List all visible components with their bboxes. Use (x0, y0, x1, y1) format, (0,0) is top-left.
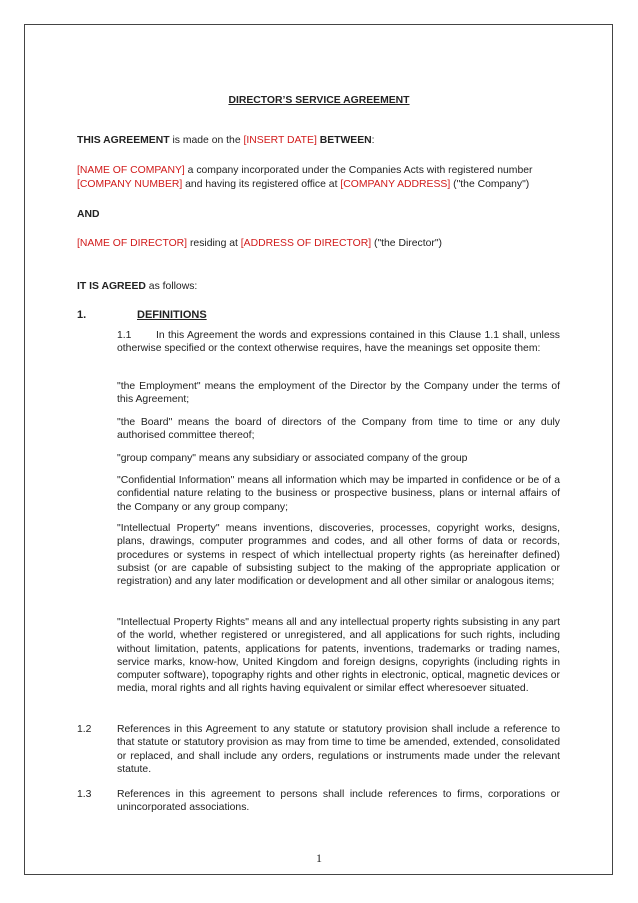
residing-at-text: residing at (187, 238, 241, 249)
clause-1-1-text: In this Agreement the words and expressions contained in this Clause 1.1 shall, unless otherwise specified or the context otherwise requires, have the meanings set opposite them: (117, 330, 560, 355)
made-on-text: is made on the (169, 135, 244, 146)
agreement-date-line (77, 134, 375, 148)
company-number-placeholder: [COMPANY NUMBER] (77, 179, 183, 190)
this-agreement-label: THIS AGREEMENT (77, 135, 170, 146)
clause-1-3-text: References in this agreement to persons shall include references to firms, corporations or unincorporated associations. (117, 789, 560, 814)
section-number: 1. (77, 309, 87, 321)
the-director-text: ("the Director") (371, 238, 442, 249)
page-number: 1 (316, 851, 322, 865)
insert-date-placeholder: [INSERT DATE] (243, 135, 317, 146)
company-address-placeholder: [COMPANY ADDRESS] (340, 179, 451, 190)
definition-confidential-information: "Confidential Information" means all information which may be imparted in confidence or be of a confidential nature relating to the business or prospective business, plans or internal affairs of the Company or any group company; (117, 475, 560, 513)
director-address-placeholder: [ADDRESS OF DIRECTOR] (240, 238, 372, 249)
clause-1-1-number: 1.1 (117, 330, 132, 341)
definition-intellectual-property-rights: "Intellectual Property Rights" means all and any intellectual property rights subsisting in any part of the world, whether registered or unregistered, and all applications for such rights, including without limitation, patents, applications for patents, inventions, trademarks or trading names, service marks, know-how, United Kingdom and foreign designs, copyrights (including rights in computer software), topography rights and other rights in electronic, optical, magnetic devices or media, moral rights and all rights having equivalent or similar effect wheresoever situated. (117, 617, 560, 695)
the-company-text: ("the Company") (450, 179, 530, 190)
registered-office-text: and having its registered office at (182, 179, 341, 190)
company-line-1 (77, 164, 532, 178)
definition-intellectual-property: "Intellectual Property" means inventions, discoveries, processes, copyright works, designs, plans, drawings, computer programmes and codes, and all other forms of data or records, procedures or systems in respect of which intellectual property rights (as hereinafter defined) subsist (or are capable of subsisting subject to the making of the appropriate application or registration) and any later modification or development and all other similar or analogous items; (117, 523, 560, 588)
director-name-placeholder: [NAME OF DIRECTOR] (77, 238, 188, 249)
between-label: BETWEEN (316, 135, 372, 146)
document-title: DIRECTOR’S SERVICE AGREEMENT (228, 95, 410, 106)
company-name-placeholder: [NAME OF COMPANY] (77, 165, 185, 176)
definition-group-company: "group company" means any subsidiary or associated company of the group (117, 453, 468, 464)
clause-1-2-text: References in this Agreement to any statute or statutory provision shall include a reference to that statute or statutory provision as may from time to time be amended, extended, consolidated or replaced, and shall include any orders, regulations or instruments made under the relevant statute. (117, 724, 560, 775)
it-is-agreed-line (77, 280, 197, 294)
director-line (77, 237, 442, 251)
as-follows-text: as follows: (145, 281, 198, 292)
clause-1-3-number: 1.3 (77, 789, 92, 800)
it-is-agreed-label: IT IS AGREED (77, 281, 146, 292)
and-label: AND (77, 209, 100, 220)
company-incorporated-text: a company incorporated under the Companies Acts with registered number (184, 165, 533, 176)
definition-employment: "the Employment" means the employment of the Director by the Company under the terms of this Agreement; (117, 381, 560, 406)
definition-board: "the Board" means the board of directors of the Company from time to time or any duly authorised committee thereof; (117, 417, 560, 442)
section-heading: DEFINITIONS (137, 309, 207, 321)
clause-1-2-number: 1.2 (77, 724, 92, 735)
colon-text: : (371, 135, 375, 146)
company-line-2 (77, 178, 529, 192)
